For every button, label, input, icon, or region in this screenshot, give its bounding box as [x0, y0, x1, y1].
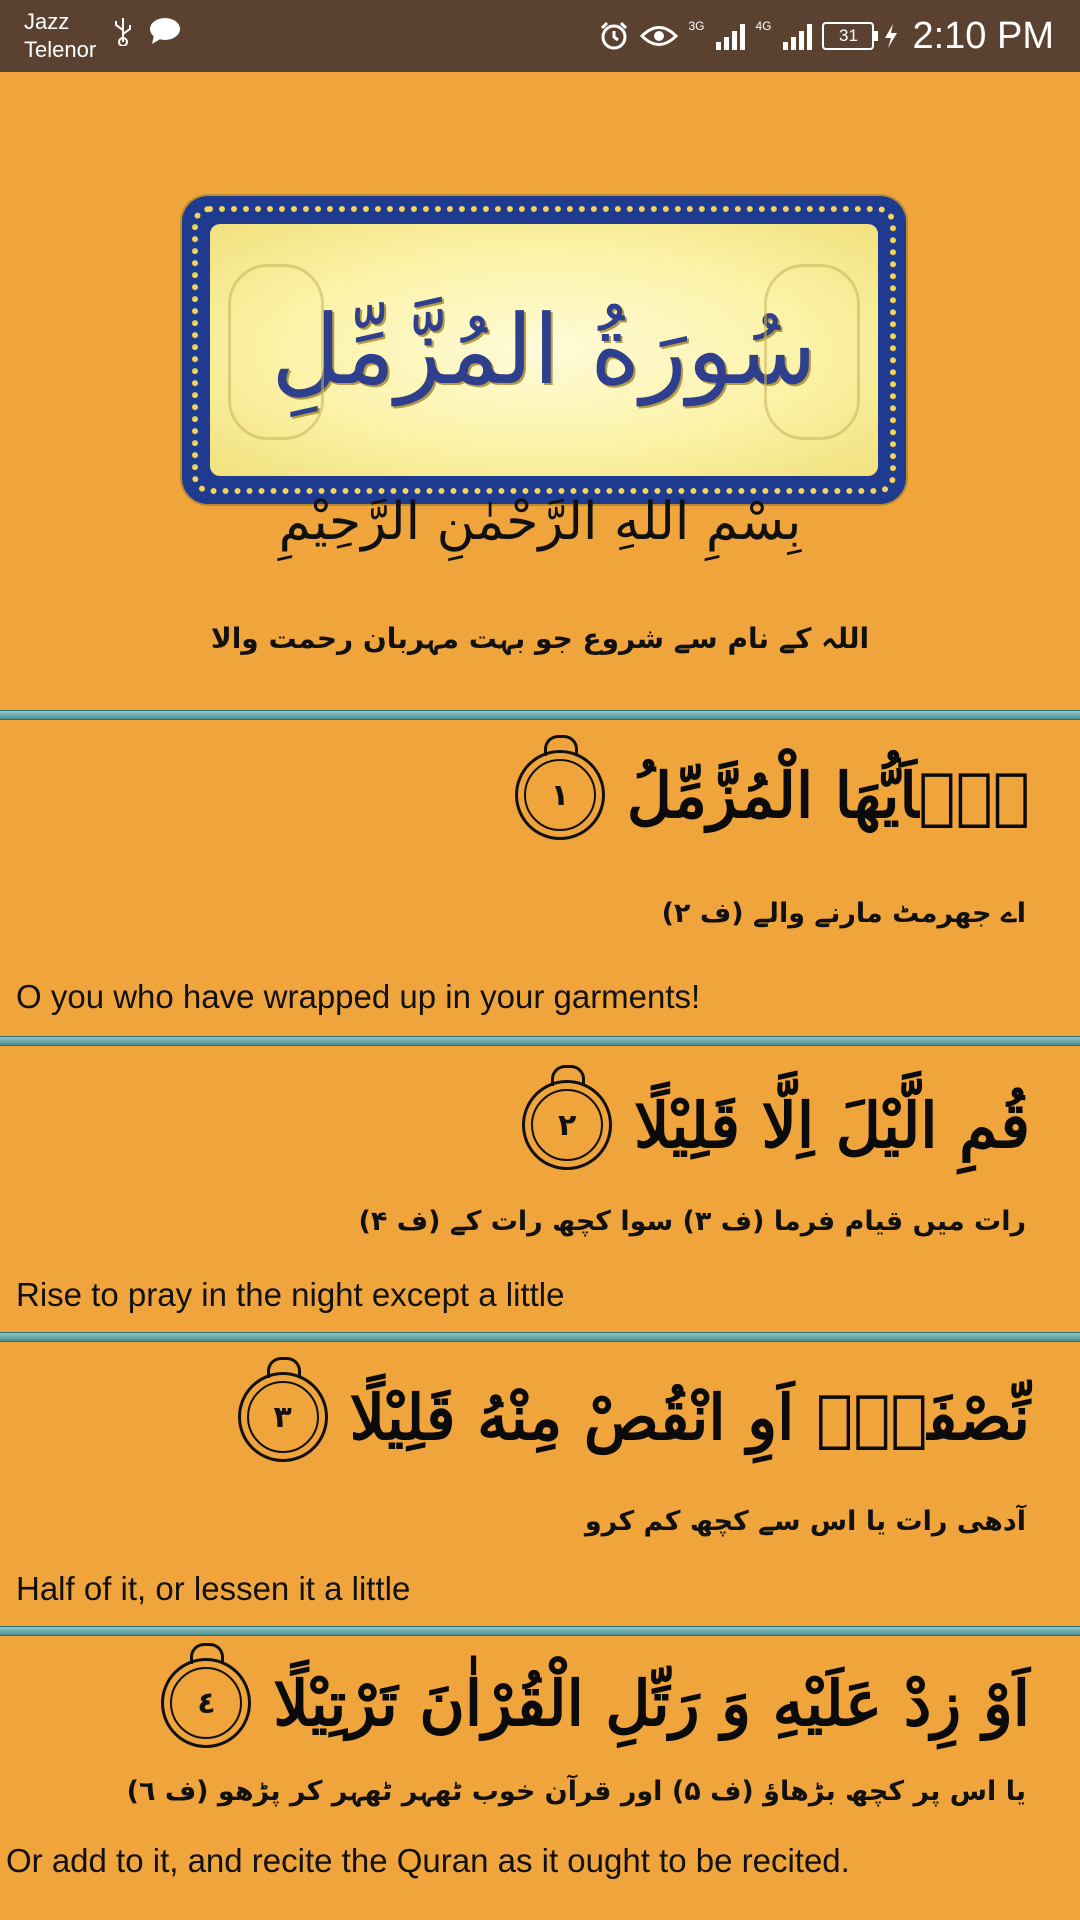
verse-urdu-translation: رات میں قیام فرما (ف ۳) سوا کچھ رات کے (ف ۴)	[358, 1206, 1026, 1237]
carrier-1: Jazz	[24, 9, 70, 34]
surah-title-frame	[182, 196, 906, 504]
verse-1[interactable]	[0, 720, 1080, 1036]
ayah-number-marker	[522, 1080, 612, 1170]
verse-urdu-translation: آدھی رات یا اس سے کچھ کم کرو	[584, 1506, 1026, 1537]
verse-english-translation: Half of it, or lessen it a little	[16, 1570, 411, 1607]
carrier-2: Telenor	[24, 37, 97, 62]
bismillah: بِسْمِ اللهِ الرَّحْمٰنِ الرَّحِیْمِ	[278, 492, 802, 552]
ayah-number: ٤	[197, 1685, 216, 1721]
verse-english-translation: Or add to it, and recite the Quran as it ought to be recited.	[6, 1842, 850, 1879]
verse-3[interactable]	[0, 1342, 1080, 1626]
verse-4[interactable]	[0, 1636, 1080, 1920]
verse-english-translation: O you who have wrapped up in your garments!	[16, 978, 701, 1015]
network-3g: 3G	[688, 19, 705, 33]
status-right	[598, 14, 1054, 58]
verse-2[interactable]	[0, 1046, 1080, 1330]
usb-icon	[112, 16, 134, 46]
signal-icon-2	[783, 22, 812, 50]
verse-arabic-line	[161, 1658, 1030, 1748]
divider	[0, 1036, 1080, 1046]
verse-arabic: یٰۤاَیُّهَا الْمُزَّمِّلُ	[626, 758, 1030, 832]
alarm-icon	[598, 20, 630, 52]
charging-icon	[884, 24, 898, 48]
surah-title: سُورَةُ المُزَّمِّلِ	[271, 294, 817, 406]
ayah-number: ١	[550, 777, 569, 813]
surah-header	[0, 72, 1080, 712]
ayah-number-marker	[515, 750, 605, 840]
verse-arabic: قُمِ الَّیْلَ اِلَّا قَلِیْلًا	[634, 1088, 1030, 1162]
eye-icon	[640, 23, 678, 49]
verse-english-translation: Rise to pray in the night except a little	[16, 1276, 565, 1313]
battery-icon	[822, 22, 874, 50]
clock: 2:10 PM	[912, 15, 1054, 57]
verse-arabic-line	[522, 1080, 1030, 1170]
chat-bubble-icon	[148, 17, 182, 45]
verse-arabic: نِّصْفَهٗۤ اَوِ انْقُصْ مِنْهُ قَلِیْلًا	[349, 1380, 1030, 1454]
ayah-number-marker	[238, 1372, 328, 1462]
signal-icon	[716, 22, 745, 50]
bismillah-translation: اللہ کے نام سے شروع جو بہت مہربان رحمت والا	[210, 622, 870, 655]
carrier-names	[24, 8, 96, 64]
verse-urdu-translation: اے جھرمٹ مارنے والے (ف ۲)	[661, 898, 1026, 929]
verse-arabic-line	[515, 750, 1030, 840]
divider	[0, 1332, 1080, 1342]
ayah-number: ٣	[273, 1399, 292, 1435]
ayah-number: ٢	[557, 1107, 577, 1143]
network-4g: 4G	[755, 19, 772, 33]
notification-icons	[112, 16, 182, 46]
status-bar	[0, 0, 1080, 72]
verse-arabic: اَوْ زِدْ عَلَیْهِ وَ رَتِّلِ الْقُرْاٰنَ تَرْتِیْلًا	[273, 1666, 1030, 1740]
divider	[0, 1626, 1080, 1636]
verse-urdu-translation: یا اس پر کچھ بڑھاؤ (ف ۵) اور قرآن خوب ٹھہر ٹھہر کر پڑھو (ف ٦)	[126, 1776, 1026, 1807]
ornament-right	[764, 264, 860, 440]
verse-arabic-line	[238, 1372, 1030, 1462]
divider	[0, 710, 1080, 720]
ornament-left	[228, 264, 324, 440]
ayah-number-marker	[161, 1658, 251, 1748]
battery-level: 31	[839, 26, 858, 45]
frame-inner	[210, 224, 878, 476]
